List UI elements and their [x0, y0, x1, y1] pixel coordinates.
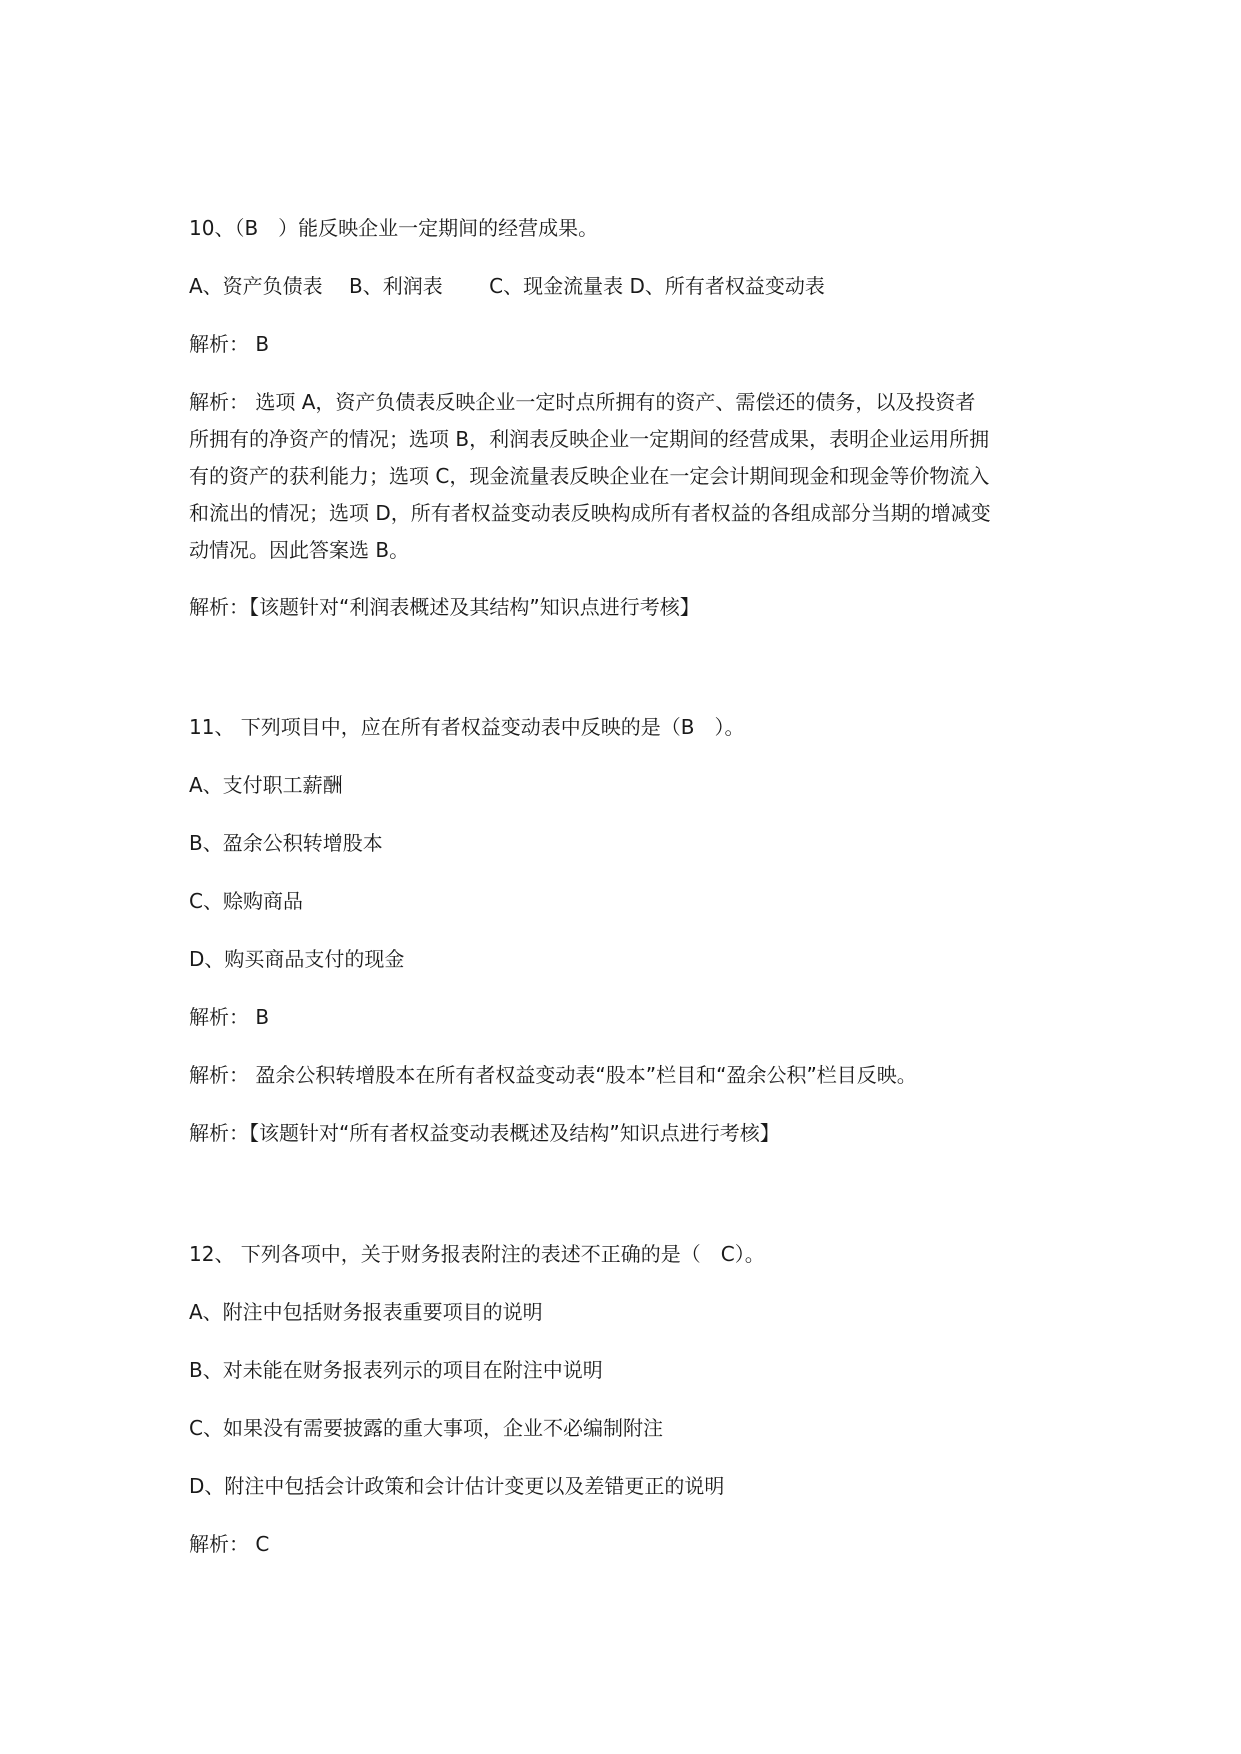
q10-options: A、资产负债表 B、利润表 C、现金流量表 D、所有者权益变动表 — [189, 274, 825, 298]
q11-note: 解析：【该题针对“所有者权益变动表概述及结构”知识点进行考核】 — [189, 1121, 780, 1145]
q10-analysis-line: 解析： 选项 A，资产负债表反映企业一定时点所拥有的资产、需偿还的债务，以及投资者 — [189, 390, 976, 414]
q11-option-a: A、支付职工薪酬 — [189, 773, 343, 797]
q10-analysis-line: 有的资产的获利能力；选项 C，现金流量表反映企业在一定会计期间现金和现金等价物流入 — [189, 464, 990, 488]
q10-answer: 解析： B — [189, 332, 270, 356]
q12-option-d: D、附注中包括会计政策和会计估计变更以及差错更正的说明 — [189, 1474, 725, 1498]
q11-option-b: B、盈余公积转增股本 — [189, 831, 383, 855]
q11-question: 11、 下列项目中，应在所有者权益变动表中反映的是（B ）。 — [189, 715, 745, 739]
q11-option-c: C、赊购商品 — [189, 889, 303, 913]
q10-analysis — [189, 384, 1069, 569]
q10-analysis-line: 和流出的情况；选项 D，所有者权益变动表反映构成所有者权益的各组成部分当期的增减变 — [189, 501, 991, 525]
q11-analysis: 解析： 盈余公积转增股本在所有者权益变动表“股本”栏目和“盈余公积”栏目反映。 — [189, 1063, 917, 1087]
q11-answer: 解析： B — [189, 1005, 270, 1029]
q12-option-b: B、对未能在财务报表列示的项目在附注中说明 — [189, 1358, 603, 1382]
q12-option-a: A、附注中包括财务报表重要项目的说明 — [189, 1300, 543, 1324]
q12-answer: 解析： C — [189, 1532, 270, 1556]
q10-note: 解析：【该题针对“利润表概述及其结构”知识点进行考核】 — [189, 595, 700, 619]
q10-analysis-line: 动情况。因此答案选 B。 — [189, 538, 410, 562]
q11-option-d: D、购买商品支付的现金 — [189, 947, 405, 971]
q12-option-c: C、如果没有需要披露的重大事项，企业不必编制附注 — [189, 1416, 663, 1440]
q10-analysis-line: 所拥有的净资产的情况；选项 B，利润表反映企业一定期间的经营成果，表明企业运用所拥 — [189, 427, 990, 451]
q10-question: 10、（B ）能反映企业一定期间的经营成果。 — [189, 216, 599, 240]
q12-question: 12、 下列各项中，关于财务报表附注的表述不正确的是（ C）。 — [189, 1242, 765, 1266]
